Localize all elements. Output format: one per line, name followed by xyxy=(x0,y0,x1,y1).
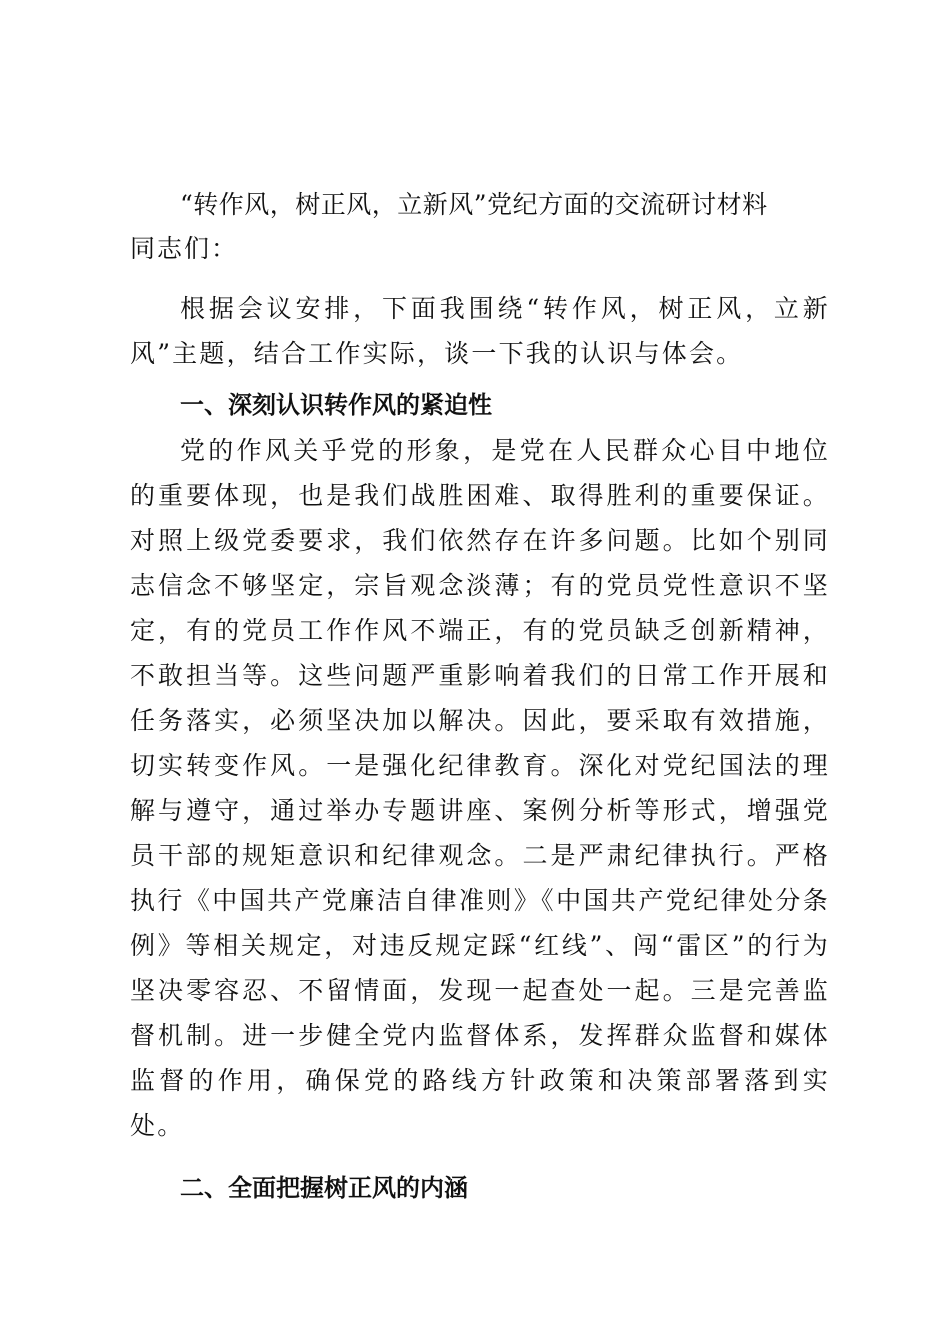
greeting: 同志们： xyxy=(130,234,239,263)
document-body xyxy=(130,183,830,1210)
section-1-paragraph: 党的作风关乎党的形象，是党在人民群众心目中地位的重要体现，也是我们战胜困难、取得胜利的重要保证。对照上级党委要求，我们依然存在许多问题。比如个别同志信念不够坚定，宗旨观念淡薄；有的党员党性意识不坚定，有的党员工作作风不端正，有的党员缺乏创新精神，不敢担当等。这些问题严重影响着我们的日常工作开展和任务落实，必须坚决加以解决。因此，要采取有效措施，切实转变作风。一是强化纪律教育。深化对党纪国法的理解与遵守，通过举办专题讲座、案例分析等形式，增强党员干部的规矩意识和纪律观念。二是严肃纪律执行。严格执行《中国共产党廉洁自律准则》《中国共产党纪律处分条例》等相关规定，对违反规定踩“红线”、闯“雷区”的行为坚决零容忍、不留情面，发现一起查处一起。三是完善监督机制。进一步健全党内监督体系，发挥群众监督和媒体监督的作用，确保党的路线方针政策和决策部署落到实处。 xyxy=(130,436,830,1140)
intro-paragraph: 根据会议安排，下面我围绕“转作风，树正风，立新风”主题，结合工作实际，谈一下我的认识与体会。 xyxy=(130,294,830,368)
section-heading-1: 一、深刻认识转作风的紧迫性 xyxy=(180,391,492,419)
document-title: “转作风，树正风，立新风”党纪方面的交流研讨材料 xyxy=(180,190,768,219)
section-heading-2: 二、全面把握树正风的内涵 xyxy=(180,1174,468,1202)
